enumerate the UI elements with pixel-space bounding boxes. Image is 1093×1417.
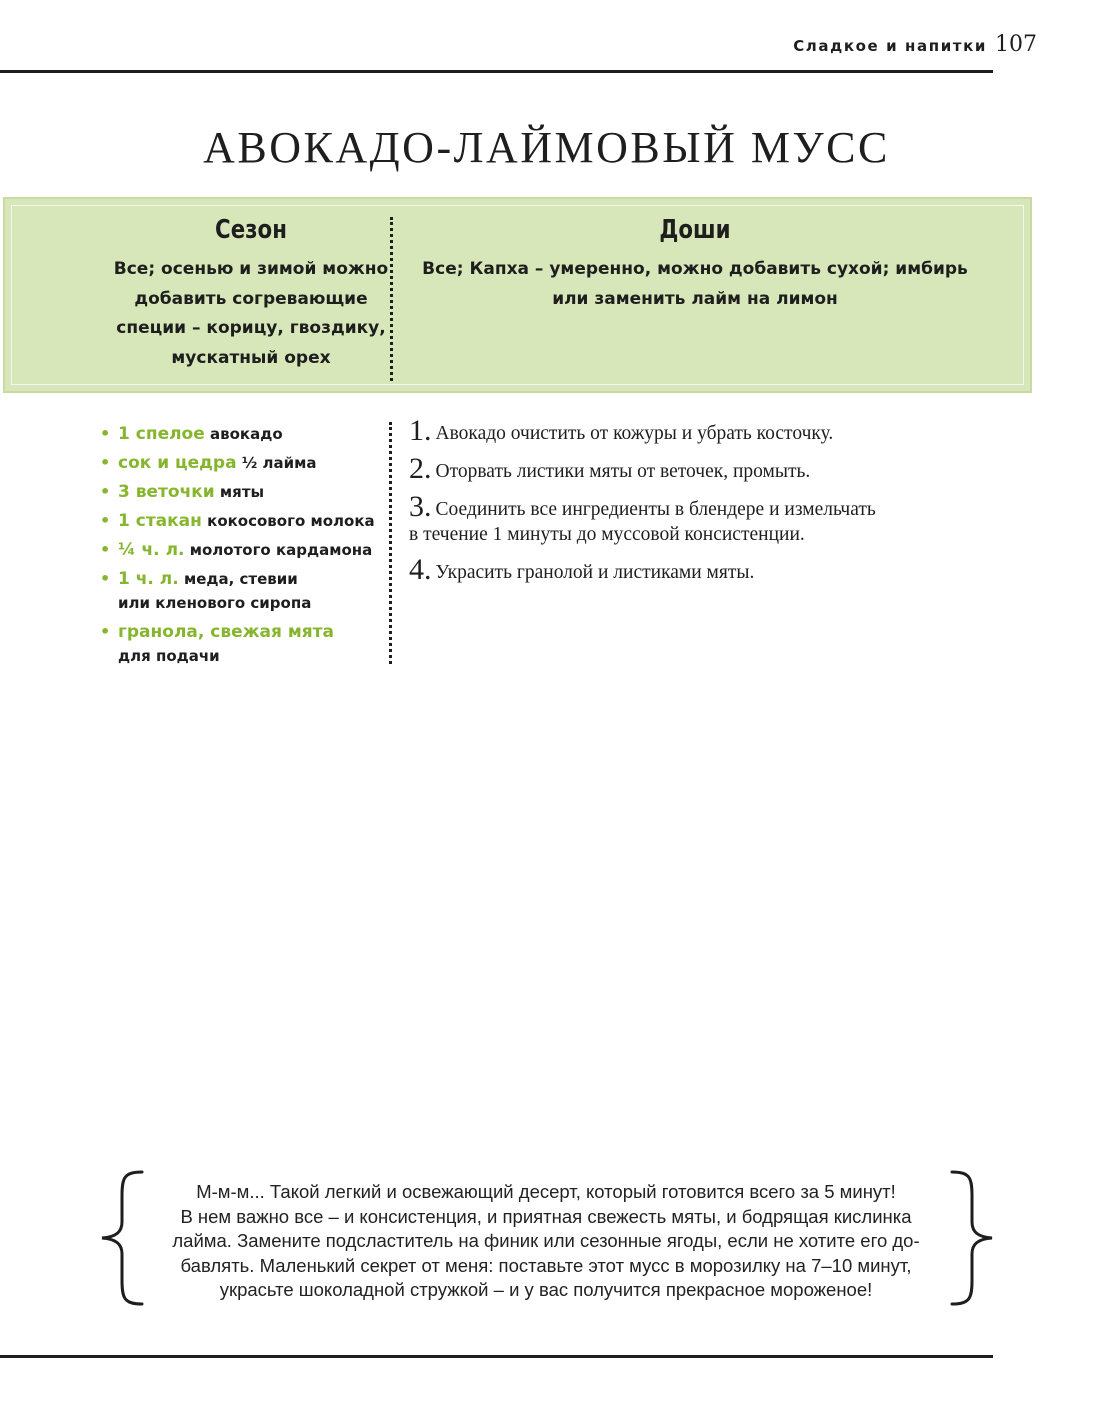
ingredients-list [100,422,390,673]
ingredient-name: авокадо [210,425,283,443]
step-item [409,490,1009,547]
step-text: Украсить гранолой и листиками мяты. [435,562,755,583]
step-text: Соединить все ингредиенты в блендере и измельчать [435,499,876,520]
left-brace-icon [98,1168,148,1308]
step-number: 2. [409,452,432,485]
ingredient-name-continued: или кленового сиропа [118,594,312,612]
doshas-text [405,255,985,314]
ingredient-quantity: 1 спелое [118,424,205,444]
note-line: М-м-м... Такой легкий и освежающий десерт, который готовится всего за 5 минут! [196,1181,896,1202]
ingredient-quantity: 1 стакан [118,511,202,531]
step-number: 4. [409,553,432,586]
ingredient-item [100,480,390,504]
bullet-icon: • [100,511,111,530]
info-box [3,197,1032,393]
season-line: мускатный орех [171,347,331,368]
bullet-icon: • [100,622,111,641]
season-column [97,215,405,373]
ingredient-quantity: сок и цедра [118,453,237,473]
step-number: 3. [409,490,432,523]
ingredient-name-continued: для подачи [118,647,220,665]
footer-rule [0,1355,993,1358]
doshas-line: или заменить лайм на лимон [552,288,838,309]
bullet-icon: • [100,569,111,588]
recipe-title: АВОКАДО-ЛАЙМОВЫЙ МУСС [203,123,890,172]
steps-list [409,414,1009,595]
step-item [409,414,1009,447]
ingredient-item [100,538,390,562]
note-line: лайма. Замените подсластитель на финик или сезонные ягоды, если не хотите его до- [172,1230,920,1251]
note-line: бавлять. Маленький секрет от меня: поставьте этот мусс в морозилку на 7–10 минут, [180,1254,912,1276]
ingredient-name: мяты [219,483,265,501]
ingredient-quantity: 1 ч. л. [118,569,179,589]
season-line: Все; осенью и зимой можно [113,259,389,279]
season-text [97,255,405,373]
ingredient-quantity: гранола, свежая мята [118,622,334,642]
bullet-icon: • [100,453,111,472]
ingredient-name: кокосового молока [207,512,375,530]
step-text: Авокадо очистить от кожуры и убрать косточку. [435,423,834,444]
author-note [152,1180,940,1303]
ingredient-name: молотого кардамона [189,541,373,559]
running-header [793,34,1037,56]
ingredient-name: меда, стевии [183,570,298,588]
step-text: Оторвать листики мяты от веточек, промыть. [435,461,811,482]
ingredient-quantity: ¼ ч. л. [118,540,185,560]
season-line: добавить согревающие [134,288,368,309]
header-rule [0,70,993,73]
ingredient-item [100,451,390,475]
ingredient-item [100,620,390,668]
season-heading: Сезон [215,215,287,245]
right-brace-icon [946,1168,996,1308]
ingredient-item [100,422,390,446]
step-item [409,452,1009,485]
page-number: 107 [995,32,1037,57]
step-item [409,553,1009,586]
doshas-heading: Доши [659,215,731,245]
ingredients-steps-divider [389,422,392,664]
doshas-line: Все; Капха – умеренно, можно добавить сухой; имбирь [422,259,968,279]
step-number: 1. [409,414,432,447]
info-divider [390,217,393,381]
ingredient-quantity: 3 веточки [118,482,215,502]
note-line: В нем важно все – и консистенция, и приятная свежесть мяты, и бодрящая кислинка [180,1205,912,1227]
ingredient-item [100,567,390,615]
doshas-column [405,215,985,314]
season-line: специи – корицу, гвоздику, [116,318,386,338]
section-title: Сладкое и напитки [793,37,987,55]
step-text-continued: в течение 1 минуты до муссовой консистенции. [409,524,805,545]
bullet-icon: • [100,424,111,443]
bullet-icon: • [100,540,111,559]
bullet-icon: • [100,482,111,501]
ingredient-name: ½ лайма [241,454,317,472]
note-line: украсьте шоколадной стружкой – и у вас получится прекрасное мороженое! [219,1279,873,1300]
ingredient-item [100,509,390,533]
